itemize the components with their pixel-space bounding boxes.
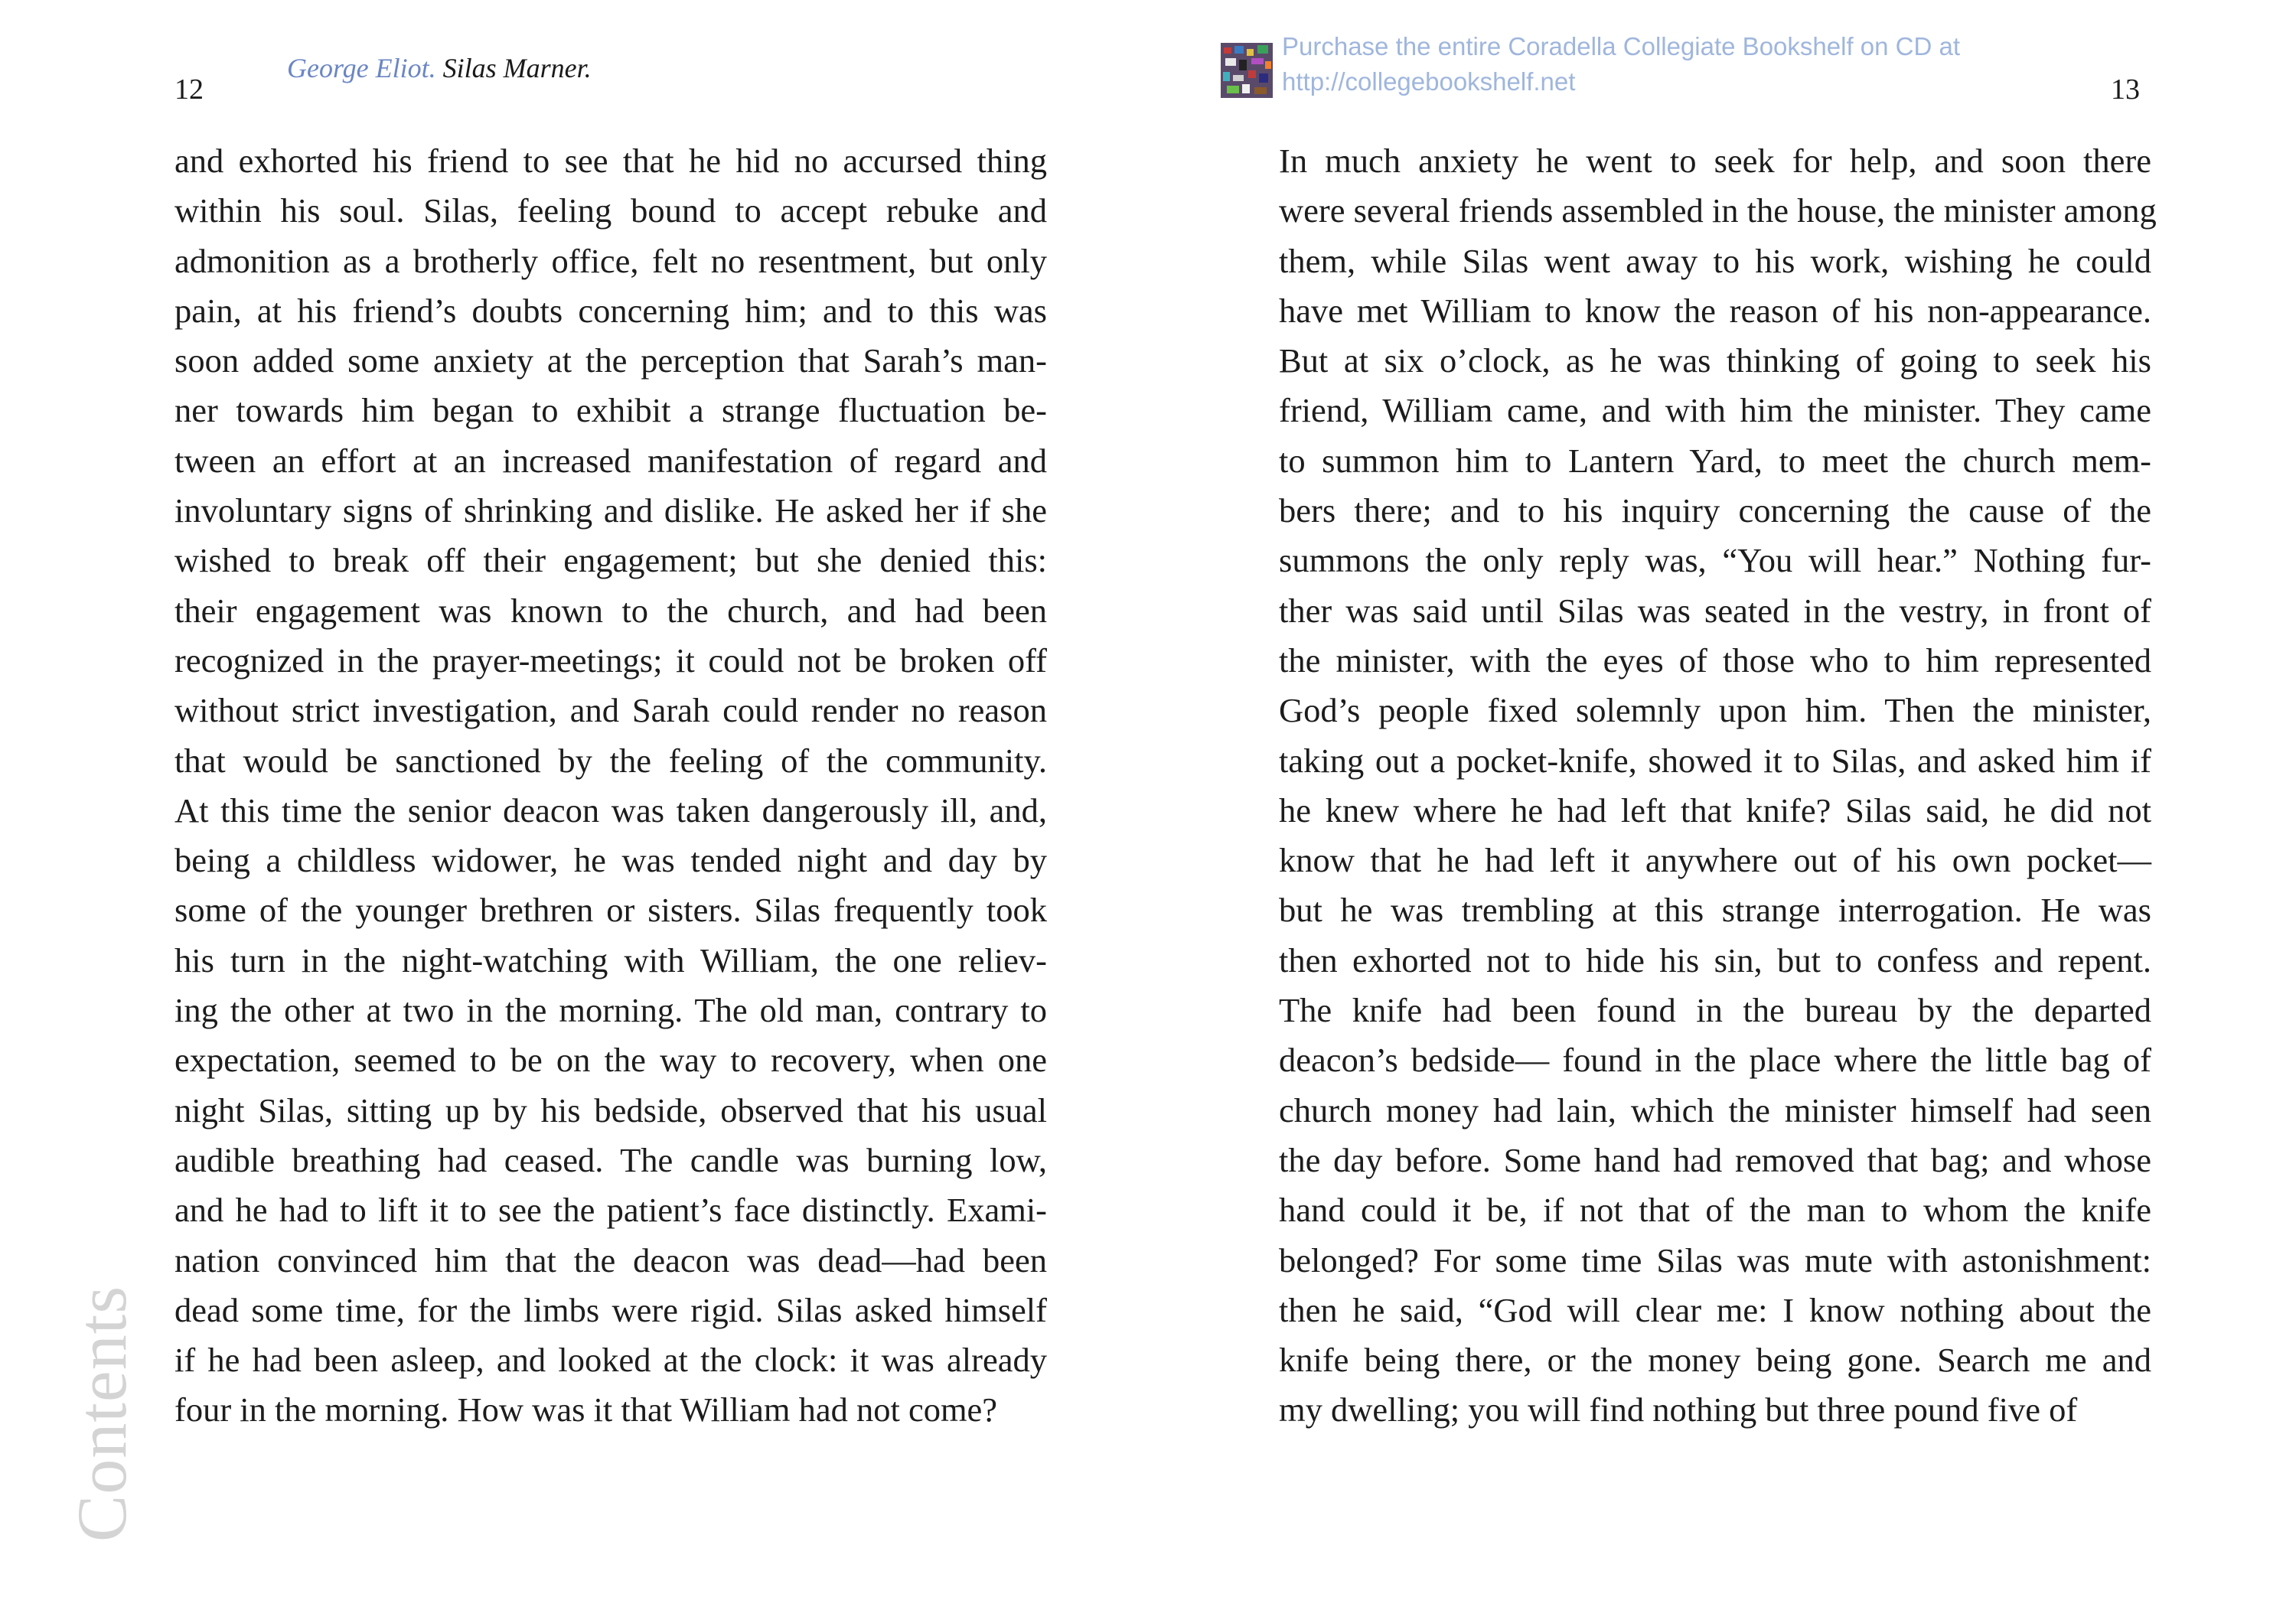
promo-url[interactable]: http://collegebookshelf.net bbox=[1282, 67, 1576, 96]
text-line: expectation, seemed to be on the way to recovery, when one bbox=[174, 1041, 1047, 1080]
text-line: knife being there, or the money being gone. Search me and bbox=[1279, 1341, 2151, 1380]
author-link[interactable]: George Eliot. bbox=[287, 53, 436, 83]
text-line: then exhorted not to hide his sin, but to confess and repent. bbox=[1279, 940, 2151, 980]
text-line: belonged? For some time Silas was mute with astonishment: bbox=[1279, 1240, 2151, 1279]
text-line: the day before. Some hand had removed that bag; and whose bbox=[1279, 1140, 2151, 1179]
text-line: then he said, “God will clear me: I know nothing about the bbox=[1279, 1290, 2151, 1329]
text-line: if he had been asleep, and looked at the clock: it was already bbox=[174, 1341, 1047, 1380]
text-line: involuntary signs of shrinking and dislike. He asked her if she bbox=[174, 491, 1047, 530]
text-line: his turn in the night-watching with William, the one reliev- bbox=[174, 940, 1047, 980]
text-line: The knife had been found in the bureau by the departed bbox=[1279, 991, 2151, 1030]
text-line: them, while Silas went away to his work, wishing he could bbox=[1279, 241, 2151, 280]
text-line: but he was trembling at this strange interrogation. He was bbox=[1279, 891, 2151, 930]
text-line: being a childless widower, he was tended night and day by bbox=[174, 841, 1047, 880]
contents-tab[interactable]: Contents bbox=[63, 1285, 141, 1542]
right-page bbox=[1148, 0, 2296, 1607]
text-line: ner towards him began to exhibit a strange fluctuation be- bbox=[174, 391, 1047, 430]
body-text bbox=[174, 136, 1047, 1436]
text-line: without strict investigation, and Sarah could render no reason bbox=[174, 691, 1047, 730]
text-line: wished to break off their engagement; but she denied this: bbox=[174, 541, 1047, 580]
text-line: deacon’s bedside— found in the place where the little bag of bbox=[1279, 1041, 2151, 1080]
book-title: Silas Marner. bbox=[442, 53, 592, 83]
text-line: nation convinced him that the deacon was dead—had been bbox=[174, 1240, 1047, 1279]
text-line: four in the morning. How was it that William had not come? bbox=[174, 1390, 998, 1429]
cd-cover-icon[interactable] bbox=[1221, 43, 1273, 98]
text-line: church money had lain, which the minister himself had seen bbox=[1279, 1090, 2151, 1129]
text-line: summons the only reply was, “You will hear.” Nothing fur- bbox=[1279, 541, 2151, 580]
promo-text[interactable] bbox=[1282, 29, 2032, 99]
text-line: he knew where he had left that knife? Silas said, he did not bbox=[1279, 790, 2151, 830]
promo-line[interactable]: Purchase the entire Coradella Collegiate Bookshelf on CD at bbox=[1282, 32, 1961, 60]
text-line: ther was said until Silas was seated in the vestry, in front of bbox=[1279, 591, 2151, 630]
text-line: pain, at his friend’s doubts concerning him; and to this was bbox=[174, 291, 1047, 330]
text-line: In much anxiety he went to seek for help, and soon there bbox=[1279, 142, 2151, 180]
text-line: the minister, with the eyes of those who to him represented bbox=[1279, 641, 2151, 680]
text-line: night Silas, sitting up by his bedside, observed that his usual bbox=[174, 1090, 1047, 1129]
text-line: audible breathing had ceased. The candle was burning low, bbox=[174, 1140, 1047, 1179]
text-line: and he had to lift it to see the patient’s face distinctly. Exami- bbox=[174, 1191, 1047, 1230]
text-line: At this time the senior deacon was taken dangerously ill, and, bbox=[174, 790, 1047, 830]
text-line: to summon him to Lantern Yard, to meet the church mem- bbox=[1279, 441, 2151, 480]
text-line: within his soul. Silas, feeling bound to accept rebuke and bbox=[174, 191, 1047, 230]
page-number: 13 bbox=[2111, 73, 2140, 106]
text-line: friend, William came, and with him the minister. They came bbox=[1279, 391, 2151, 430]
body-text bbox=[1279, 136, 2157, 1436]
text-line: recognized in the prayer-meetings; it could not be broken off bbox=[174, 641, 1047, 680]
text-line: taking out a pocket-knife, showed it to Silas, and asked him if bbox=[1279, 741, 2151, 780]
text-line: bers there; and to his inquiry concerning the cause of the bbox=[1279, 491, 2151, 530]
text-line: tween an effort at an increased manifestation of regard and bbox=[174, 441, 1047, 480]
text-line: my dwelling; you will find nothing but three pound five of bbox=[1279, 1390, 2078, 1429]
text-line: soon added some anxiety at the perception that Sarah’s man- bbox=[174, 341, 1047, 380]
text-line: God’s people fixed solemnly upon him. Then the minister, bbox=[1279, 691, 2151, 730]
running-head bbox=[287, 52, 592, 84]
text-line: their engagement was known to the church, and had been bbox=[174, 591, 1047, 630]
text-line: know that he had left it anywhere out of his own pocket— bbox=[1279, 841, 2151, 880]
text-line: that would be sanctioned by the feeling of the community. bbox=[174, 741, 1047, 780]
text-line: were several friends assembled in the house, the minister among bbox=[1279, 191, 2157, 230]
text-line: some of the younger brethren or sisters. Silas frequently took bbox=[174, 891, 1047, 930]
text-line: But at six o’clock, as he was thinking of going to seek his bbox=[1279, 341, 2151, 380]
text-line: hand could it be, if not that of the man to whom the knife bbox=[1279, 1191, 2151, 1230]
text-line: and exhorted his friend to see that he hid no accursed thing bbox=[174, 142, 1047, 180]
page-number: 12 bbox=[174, 73, 204, 106]
text-line: dead some time, for the limbs were rigid. Silas asked himself bbox=[174, 1290, 1047, 1329]
text-line: have met William to know the reason of his non-appearance. bbox=[1279, 291, 2151, 330]
text-line: admonition as a brotherly office, felt no resentment, but only bbox=[174, 241, 1047, 280]
text-line: ing the other at two in the morning. The old man, contrary to bbox=[174, 991, 1047, 1030]
